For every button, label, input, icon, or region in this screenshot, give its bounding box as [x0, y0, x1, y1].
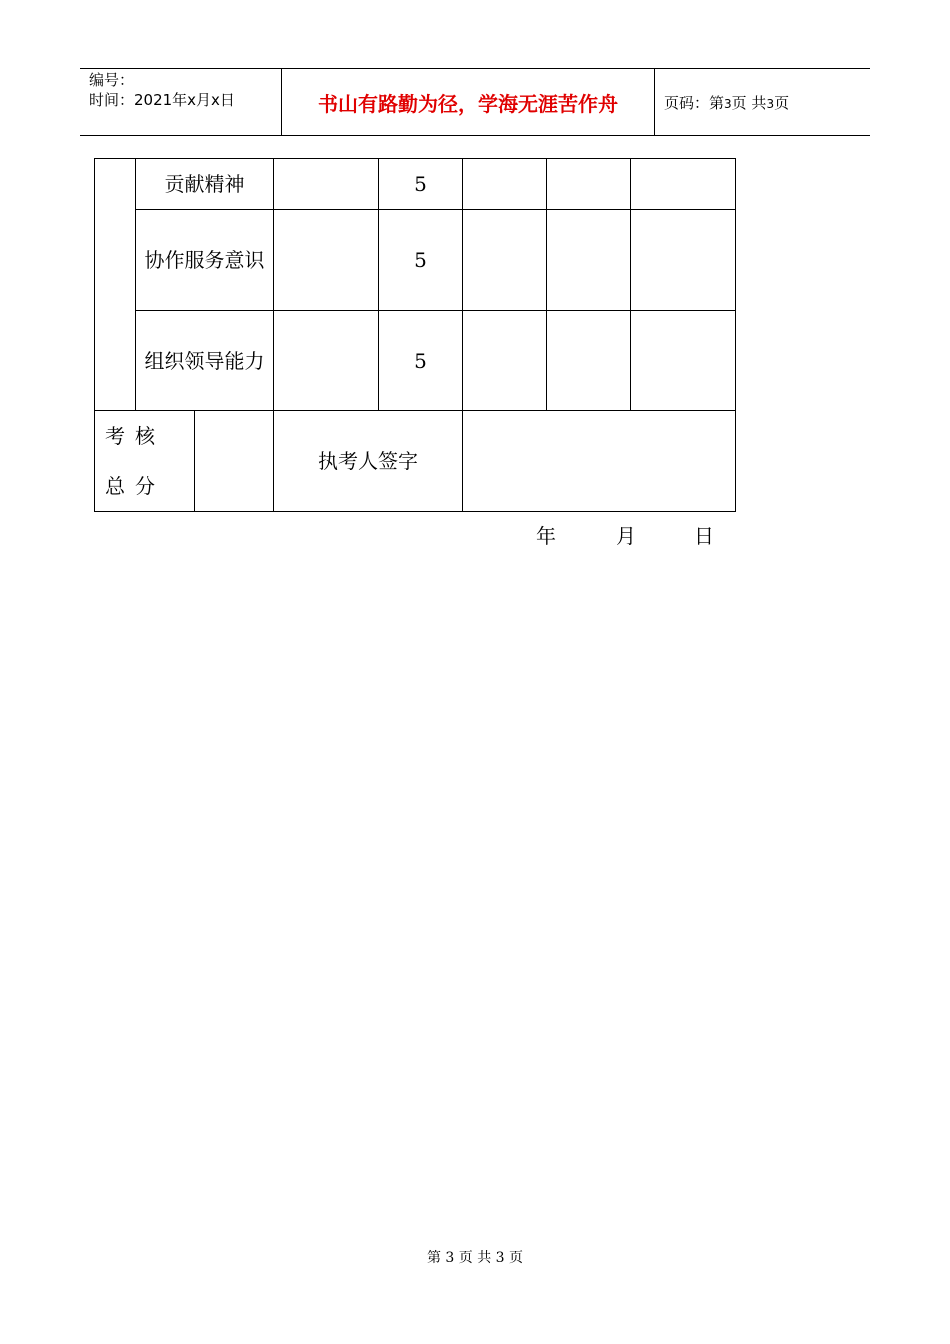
- total-score-value: [195, 411, 274, 512]
- blank-cell: [463, 311, 547, 411]
- blank-cell: [631, 210, 736, 311]
- date-day-label: 日: [694, 524, 714, 548]
- evaluation-table: [94, 158, 736, 512]
- item-name-cell: 组织领导能力: [136, 311, 274, 411]
- score-cell: 5: [379, 311, 463, 411]
- item-name-cell: 贡献精神: [136, 159, 274, 210]
- document-number-label: 编号：: [89, 71, 135, 89]
- page-suffix: 页: [774, 94, 790, 112]
- blank-cell: [547, 210, 631, 311]
- blank-cell: [631, 159, 736, 210]
- blank-cell: [463, 159, 547, 210]
- item-name-cell: 协作服务意识: [136, 210, 274, 311]
- page-total: 3: [766, 97, 775, 111]
- table-row: [95, 311, 736, 411]
- score-cell: 5: [379, 210, 463, 311]
- category-cell: [95, 159, 136, 411]
- blank-cell: [463, 210, 547, 311]
- total-score-label: 考核总分: [95, 411, 195, 512]
- page-footer: 第 3 页 共 3 页: [426, 1250, 524, 1266]
- blank-cell: [547, 159, 631, 210]
- blank-cell: [631, 311, 736, 411]
- header-motto: 书山有路勤为径，学海无涯苦作舟: [318, 92, 618, 116]
- blank-cell: [547, 311, 631, 411]
- date-month-label: 月: [616, 524, 636, 548]
- page-current: 3: [724, 97, 732, 111]
- header-page-indicator: [664, 93, 789, 114]
- table-row-total: [95, 411, 736, 512]
- signer-label: 执考人签字: [274, 411, 463, 512]
- document-date-label: 时间：2021年x月x日: [89, 91, 235, 109]
- header-divider-right: [654, 68, 655, 135]
- blank-cell: [274, 210, 379, 311]
- table-row: [95, 210, 736, 311]
- header-top-rule: [80, 68, 870, 69]
- header-bottom-rule: [80, 135, 870, 136]
- page-prefix: 页码：第: [664, 94, 725, 112]
- blank-cell: [274, 159, 379, 210]
- date-year-label: 年: [536, 524, 556, 548]
- blank-cell: [274, 311, 379, 411]
- page-mid: 页 共: [731, 94, 767, 112]
- table-row: [95, 159, 736, 210]
- signature-cell: [463, 411, 736, 512]
- score-cell: 5: [379, 159, 463, 210]
